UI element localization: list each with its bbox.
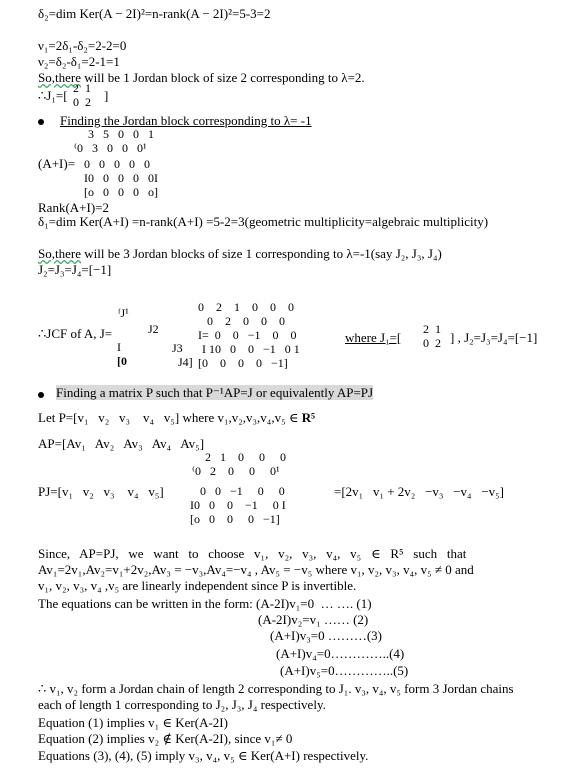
delta2-line: δ₂=dim Ker(A − 2I)²=n-rank(A − 2I)²=5-3=2 [38,6,271,21]
heading-find-p: Finding a matrix P such that P⁻¹AP=J or equivalently AP=PJ [56,385,374,400]
so-there-text: So,there [38,70,81,85]
delta1-line: δ₁=dim Ker(A+I) =n-rank(A+I) =5-2=3(geometric multiplicity=algebraic multiplicity) [38,214,489,229]
so-there-text-2: So,there [38,246,81,261]
j-row-1: 2 1 0 0 0 [205,450,286,464]
j-row-2: ⁽0 2 0 0 0¹ [192,464,280,478]
aplusi-row-5: [o 0 0 0 o] [84,185,158,199]
jcf-row-5: [0 0 0 0 −1] [198,356,288,370]
conclusion-text-2: will be 3 Jordan blocks of size 1 corresponding to λ=-1(say J₂, J₃, J₄) [80,246,442,261]
since-line-2: Av₁=2v₁,Av₂=v₁+2v₂,Av₃ = −v₃,Av₄=−v₄ , Av₅ = −v₅ where v₁, v₂, v₃, v₄, v₅ ≠ 0 and [38,562,474,577]
j-row-4: I0 0 0 −1 0 I [190,498,286,512]
jcf-row-2: 0 2 0 0 0 [198,314,285,328]
let-p-line [38,410,315,425]
jcf-row-1: 0 2 1 0 0 0 [198,300,294,314]
ap-line: AP=[Av₁ Av₂ Av₃ Av₄ Av₅] [38,436,205,451]
eq-intro-line: The equations can be written in the form: (A-2I)v₁=0 … …. (1) [38,596,372,611]
heading-lambda-minus-one: Finding the Jordan block corresponding to λ= -1 [60,113,312,128]
aplusi-row-1: 3 5 0 0 1 [88,127,154,141]
jcf-row-4: I 10 0 0 −1 0 1 [196,342,300,356]
conclusion-text: will be 1 Jordan block of size 2 corresponding to λ=2. [80,70,365,85]
jcf-left-4: J3 [172,341,183,355]
jcf-left-3: I [117,340,121,354]
implies-line-3: Equations (3), (4), (5) imply v₃, v₄, v₅ ∈ Ker(A+I) respectively. [38,748,369,763]
since-line-3: v₁, v₂, v₃, v₄ ,v₅ are linearly independent since P is invertible. [38,578,357,593]
pj-result: =[2v₁ v₁ + 2v₂ −v₃ −v₄ −v₅] [334,484,505,499]
r5-symbol: R⁵ [301,410,316,425]
jcf-label: ∴JCF of A, J= [38,326,113,341]
implies-line-2: Equation (2) implies v₂ ∉ Ker(A-2I), since v₁≠ 0 [38,731,293,746]
eq2-line: (A-2I)v₂=v₁ …… (2) [258,612,369,627]
aplusi-row-3: 0 0 0 0 0 [84,157,150,171]
jcf-where [345,330,401,345]
aplusi-label: (A+I)= [38,156,76,171]
jcf-left-2: J2 [148,322,159,336]
j-row-5: [o 0 0 0 −1] [190,512,280,526]
where-j1-row-2: 0 2 [423,336,441,350]
since-line-1: Since, AP=PJ, we want to choose v₁, v₂, v₃, v₄, v₅ ∈ R⁵ such that [38,546,467,561]
chain-line-1: ∴ v₁, v₂ form a Jordan chain of length 2 corresponding to J₁. v₃, v₄, v₅ form 3 Jordan chains [38,681,514,696]
nu2-line: ν₂=δ₂-δ₁=2-1=1 [38,54,120,69]
rank-line: Rank(A+I)=2 [38,200,109,215]
aplusi-row-2: ⁽0 3 0 0 0¹ [74,141,147,155]
j1-bracket: ] [104,88,109,103]
pj-line: PJ=[v₁ v₂ v₃ v₄ v₅] [38,484,164,499]
eq4-line: (A+I)v₄=0…………..(4) [276,646,405,661]
bullet-icon-2 [38,392,44,398]
where-text: where J₁=[ [345,330,402,345]
j1-label: ∴J₁=[ [38,88,68,103]
jcf-left-1: ᶠJ¹ [118,306,129,320]
eq5-line: (A+I)v₅=0…………..(5) [280,663,409,678]
jcf-row-3: I= 0 0 −1 0 0 [198,328,297,342]
jcf-left-5: [0 [117,354,127,368]
where-rest: ] , J₂=J₃=J₄=[−1] [450,330,538,345]
aplusi-row-4: I0 0 0 0 0I [84,171,158,185]
j-row-3: 0 0 −1 0 0 [200,484,285,498]
conclusion-line-2 [38,246,442,261]
eq3-line: (A+I)v₃=0 ………(3) [270,628,382,643]
jcf-left-6: J4] [178,355,193,369]
j1-matrix-row-2: 0 2 [73,95,91,109]
implies-line-1: Equation (1) implies v₁ ∈ Ker(A-2I) [38,715,228,730]
j1-matrix-row-1: 2 1 [73,81,91,95]
nu1-line: ν₁=2δ₁-δ₂=2-2=0 [38,38,127,53]
where-j1-row-1: 2 1 [423,322,441,336]
bullet-icon [38,119,44,125]
chain-line-2: each of length 1 corresponding to J₂, J₃, J₄ respectively. [38,697,326,712]
j234-line: J₂=J₃=J₄=[−1] [38,262,112,277]
let-p-text: Let P=[v₁ v₂ v₃ v₄ v₅] where v₁,v₂,v₃,v₄,v₅ ∈ [38,410,302,425]
